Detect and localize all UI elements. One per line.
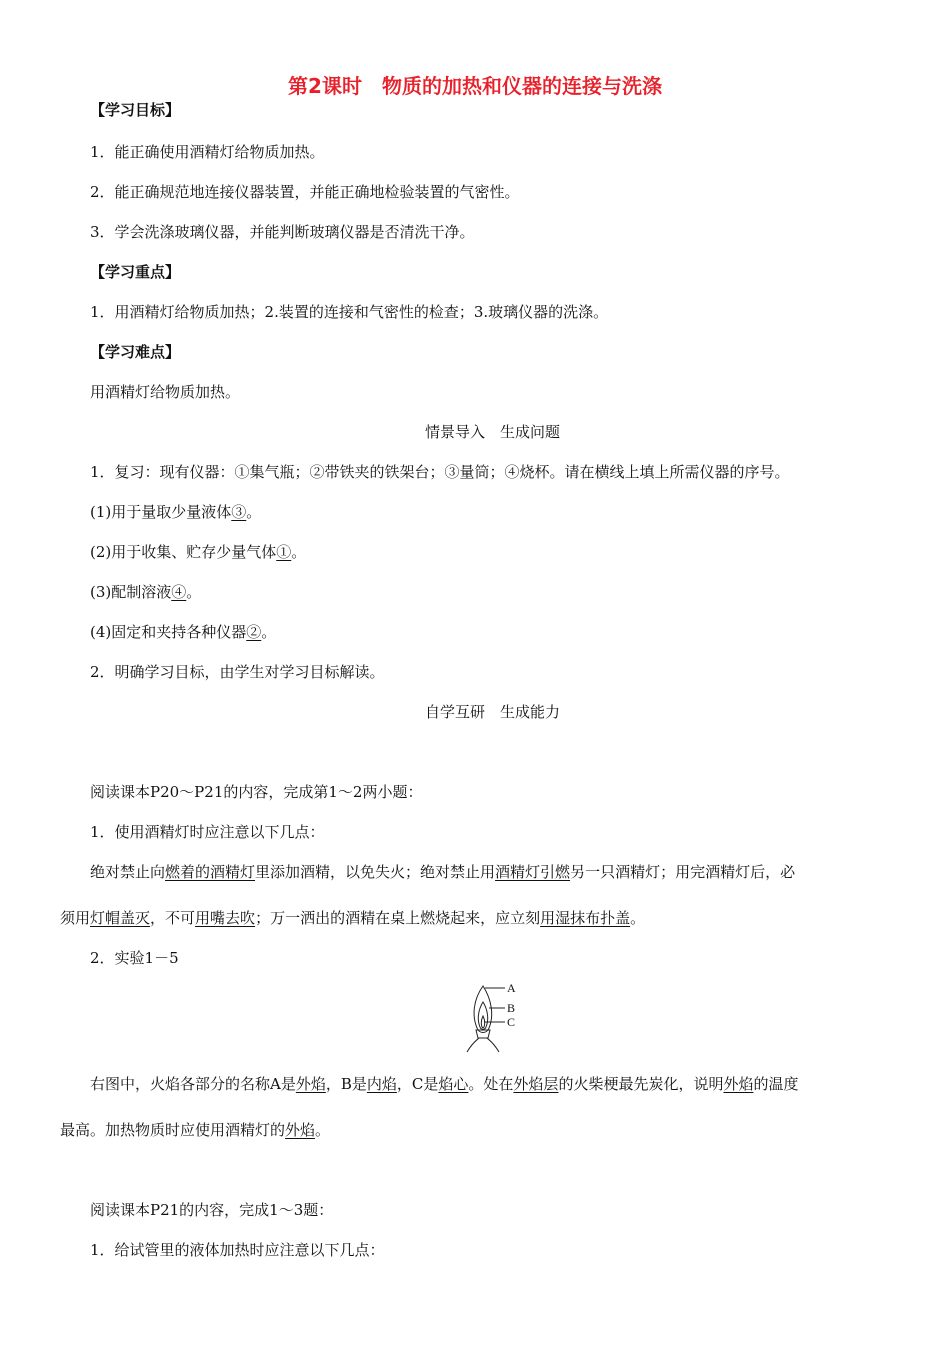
review-item-answer: ③ (231, 503, 247, 521)
difficulties-text: 用酒精灯给物质加热。 (90, 383, 241, 401)
flame-description-line-1 (90, 1074, 798, 1094)
experiment-heading: 2．实验1－5 (90, 949, 179, 967)
section-heading-intro: 情景导入 生成问题 (424, 423, 560, 441)
answer-blank: 外焰 (295, 1075, 326, 1093)
objective-item-2: 2．能正确规范地连接仪器装置，并能正确地检验装置的气密性。 (90, 183, 520, 201)
review-item-answer: ① (276, 543, 292, 561)
answer-blank: 外焰 (723, 1075, 754, 1093)
flame-label-a: A (507, 981, 516, 995)
review-item-text: (3)配制溶液 (90, 583, 172, 601)
reading-instruction-2: 阅读课本P21的内容，完成1～3题： (90, 1201, 334, 1219)
flame-label-c: C (507, 1015, 516, 1029)
text-run: 须用 (60, 909, 91, 927)
goal-reading-item: 2．明确学习目标，由学生对学习目标解读。 (90, 663, 385, 681)
text-run: 的火柴梗最先炭化，说明 (558, 1075, 724, 1093)
lamp-usage-line-1 (90, 862, 795, 882)
outer-flame-shape (474, 986, 492, 1033)
objective-item-3: 3．学会洗涤玻璃仪器，并能判断玻璃仪器是否清洗干净。 (90, 223, 475, 241)
difficulties-heading: 【学习难点】 (90, 343, 181, 361)
answer-blank: 燃着的酒精灯 (165, 863, 256, 881)
text-run: ，B是 (325, 1075, 367, 1093)
key-points-text: 1．用酒精灯给物质加热；2.装置的连接和气密性的检查；3.玻璃仪器的洗涤。 (90, 303, 609, 321)
review-item-end: 。 (246, 503, 262, 521)
review-item-3 (90, 582, 201, 602)
review-question: 1．复习：现有仪器：①集气瓶；②带铁夹的铁架台；③量筒；④烧杯。请在横线上填上所需仪器的序号。 (90, 463, 790, 481)
flame-diagram (463, 978, 523, 1058)
lamp-body-shape (467, 1038, 499, 1052)
text-run: 绝对禁止向 (90, 863, 166, 881)
text-run: 。处在 (468, 1075, 514, 1093)
text-run: 的温度 (753, 1075, 799, 1093)
section-heading-selfstudy: 自学互研 生成能力 (424, 703, 560, 721)
flame-label-b: B (507, 1001, 516, 1015)
flame-description-line-2 (60, 1120, 330, 1140)
objectives-heading: 【学习目标】 (90, 101, 181, 119)
review-item-4 (90, 622, 276, 642)
text-run: 。 (315, 1121, 331, 1139)
review-item-answer: ② (246, 623, 262, 641)
review-item-text: (2)用于收集、贮存少量气体 (90, 543, 277, 561)
review-item-answer: ④ (171, 583, 187, 601)
lamp-usage-line-2 (60, 908, 645, 928)
review-item-2 (90, 542, 306, 562)
review-item-1 (90, 502, 261, 522)
objective-item-1: 1．能正确使用酒精灯给物质加热。 (90, 143, 325, 161)
text-run: ；万一洒出的酒精在桌上燃烧起来，应立刻 (255, 909, 541, 927)
answer-blank: 内焰 (366, 1075, 397, 1093)
answer-blank: 用湿抹布扑盖 (540, 909, 631, 927)
text-run: 另一只酒精灯；用完酒精灯后，必 (570, 863, 796, 881)
answer-blank: 外焰 (285, 1121, 316, 1139)
text-run: ，不可 (150, 909, 196, 927)
text-run: ，C是 (396, 1075, 439, 1093)
answer-blank: 外焰层 (513, 1075, 559, 1093)
text-run: 右图中，火焰各部分的名称A是 (90, 1075, 296, 1093)
lamp-neck-shape (476, 1030, 490, 1038)
answer-blank: 灯帽盖灭 (90, 909, 151, 927)
key-points-heading: 【学习重点】 (90, 263, 181, 281)
lamp-usage-heading: 1．使用酒精灯时应注意以下几点： (90, 823, 325, 841)
review-item-end: 。 (186, 583, 202, 601)
answer-blank: 焰心 (438, 1075, 469, 1093)
review-item-text: (1)用于量取少量液体 (90, 503, 232, 521)
review-item-text: (4)固定和夹持各种仪器 (90, 623, 247, 641)
text-run: 。 (630, 909, 646, 927)
answer-blank: 酒精灯引燃 (495, 863, 571, 881)
text-run: 里添加酒精，以免失火；绝对禁止用 (255, 863, 496, 881)
test-tube-heating-heading: 1．给试管里的液体加热时应注意以下几点： (90, 1241, 385, 1259)
review-item-end: 。 (261, 623, 277, 641)
text-run: 最高。加热物质时应使用酒精灯的 (60, 1121, 286, 1139)
answer-blank: 用嘴去吹 (195, 909, 256, 927)
reading-instruction-1: 阅读课本P20～P21的内容，完成第1～2两小题： (90, 783, 423, 801)
page-title: 第2课时 物质的加热和仪器的连接与洗涤 (288, 74, 662, 98)
review-item-end: 。 (291, 543, 307, 561)
